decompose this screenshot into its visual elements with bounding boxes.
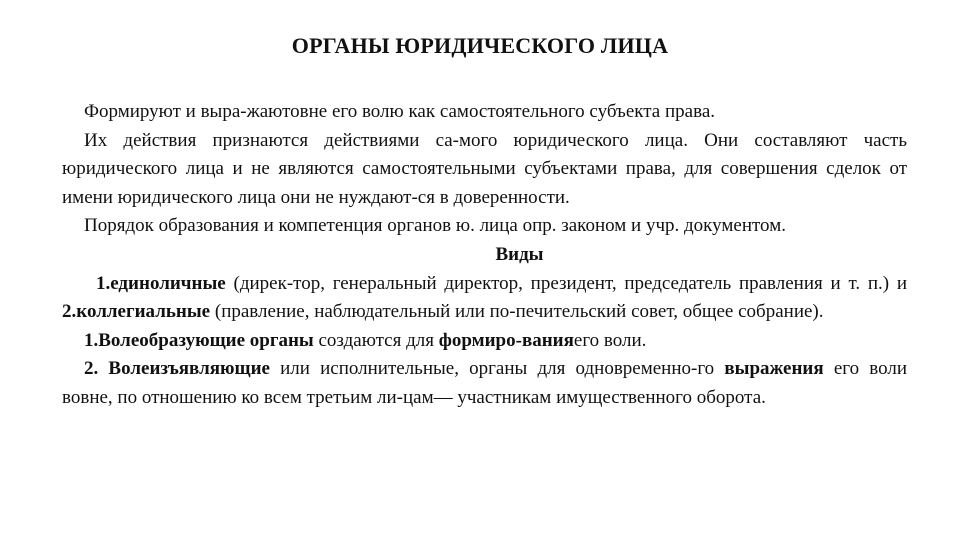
kinds-heading: Виды [495, 243, 544, 265]
paragraph-kinds [62, 270, 907, 327]
will-expressing-term: 2. Волеизъявляющие [84, 358, 270, 380]
page-title: ОРГАНЫ ЮРИДИЧЕСКОГО ЛИЦА [291, 33, 669, 58]
slide-body [62, 98, 907, 413]
kind-collegial-text: (правление, наблюдательный или по-печительский совет, общее собрание). [210, 301, 824, 323]
kind-sole-term: 1.единоличные [96, 272, 226, 294]
will-expressing-term2: выражения [724, 358, 824, 380]
paragraph-procedure: Порядок образования и компетенция органов ю. лица опр. законом и учр. документом. [84, 215, 786, 237]
will-forming-end: его воли. [573, 329, 647, 351]
paragraph-will-forming [62, 327, 907, 356]
paragraph-formation: Формируют и выра-жаютовне его волю как самостоятельного субъекта права. [84, 101, 715, 122]
will-expressing-mid: или исполнительные, органы для одновременно-го [269, 358, 725, 380]
kind-collegial-term: 2.коллегиальные [62, 301, 211, 323]
will-forming-term2: формиро-вания [438, 329, 574, 351]
kind-sole-text: (дирек-тор, генеральный директор, президент, председатель правления и т. п.) и [225, 272, 907, 294]
paragraph-will-expressing [62, 355, 907, 412]
paragraph-actions: Их действия признаются действиями са-мого юридического лица. Они составляют часть юридического лица и не являются самостоятельными субъектами права, для совершения сделок от имени юридического лица они не нуждают-ся в доверенности. [62, 129, 907, 208]
will-forming-mid: создаются для [313, 329, 439, 351]
will-expressing-end: его воли вовне, по отношению ко всем третьим ли-цам— участникам имущественного оборота. [62, 358, 907, 408]
will-forming-term: 1.Волеобразующие органы [84, 329, 314, 351]
